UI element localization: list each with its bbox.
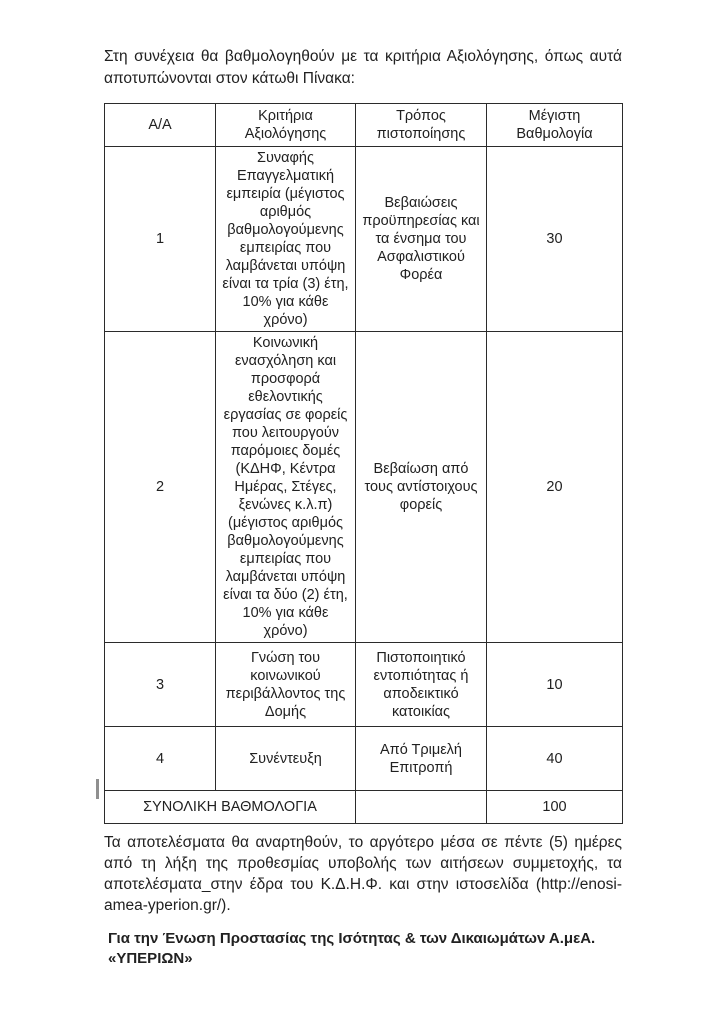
table-row (105, 643, 623, 727)
criteria-cell: Συνέντευξη (216, 727, 356, 791)
criteria-cell: Γνώση του κοινωνικού περιβάλλοντος της Δομής (216, 643, 356, 727)
intro-paragraph: Στη συνέχεια θα βαθμολογηθούν με τα κριτήρια Αξιολόγησης, όπως αυτά αποτυπώνονται στον κάτωθι Πίνακα: (104, 48, 622, 87)
header-cell-max-score: Μέγιστη Βαθμολογία (487, 104, 623, 147)
change-bar (96, 779, 99, 799)
score-cell: 30 (487, 147, 623, 332)
certification-cell: Βεβαίωση από τους αντίστοιχους φορείς (356, 332, 487, 643)
score-cell: 10 (487, 643, 623, 727)
table-row (105, 727, 623, 791)
criteria-cell: Κοινωνική ενασχόληση και προσφορά εθελοντικής εργασίας σε φορείς που λειτουργούν παρόμοιες δομές (ΚΔΗΦ, Κέντρα Ημέρας, Στέγες, ξενώνες κ.λ.π) (μέγιστος αριθμός βαθμολογούμενης εμπειρίας που λαμβάνεται υπόψη είναι τα δύο (2) έτη, 10% για κάθε χρόνο) (216, 332, 356, 643)
header-cell-aa: Α/Α (105, 104, 216, 147)
document-content (104, 46, 622, 969)
header-cell-certification: Τρόπος πιστοποίησης (356, 104, 487, 147)
results-paragraph: Τα αποτελέσματα θα αναρτηθούν, το αργότερο μέσα σε πέντε (5) ημέρες από τη λήξη της προθεσμίας υποβολής των αιτήσεων συμμετοχής, τα αποτελέσματα_στην έδρα του Κ.Δ.Η.Φ. και στην ιστοσελίδα (http://enosi-amea-yperion.gr/). (104, 834, 622, 914)
row-number-cell: 4 (105, 727, 216, 791)
table-row (105, 332, 623, 643)
row-number-cell: 2 (105, 332, 216, 643)
total-label-cell: ΣΥΝΟΛΙΚΗ ΒΑΘΜΟΛΟΓΙΑ (105, 791, 356, 824)
total-value-cell: 100 (487, 791, 623, 824)
certification-cell: Βεβαιώσεις προϋπηρεσίας και τα ένσημα του Ασφαλιστικού Φορέα (356, 147, 487, 332)
header-cell-criteria: Κριτήρια Αξιολόγησης (216, 104, 356, 147)
criteria-cell: Συναφής Επαγγελματική εμπειρία (μέγιστος αριθμός βαθμολογούμενης εμπειρίας που λαμβάνεται υπόψη είναι τα τρία (3) έτη, 10% για κάθε χρόνο) (216, 147, 356, 332)
score-cell: 40 (487, 727, 623, 791)
scoring-table (104, 103, 623, 824)
certification-cell: Από Τριμελή Επιτροπή (356, 727, 487, 791)
row-number-cell: 3 (105, 643, 216, 727)
score-cell: 20 (487, 332, 623, 643)
table-header-row (105, 104, 623, 147)
certification-cell: Πιστοποιητικό εντοπιότητας ή αποδεικτικό κατοικίας (356, 643, 487, 727)
table-total-row (105, 791, 623, 824)
total-empty-cell (356, 791, 487, 824)
signature-line: Για την Ένωση Προστασίας της Ισότητας & των Δικαιωμάτων Α.μεΑ. «ΥΠΕΡΙΩΝ» (108, 930, 596, 967)
table-row (105, 147, 623, 332)
row-number-cell: 1 (105, 147, 216, 332)
